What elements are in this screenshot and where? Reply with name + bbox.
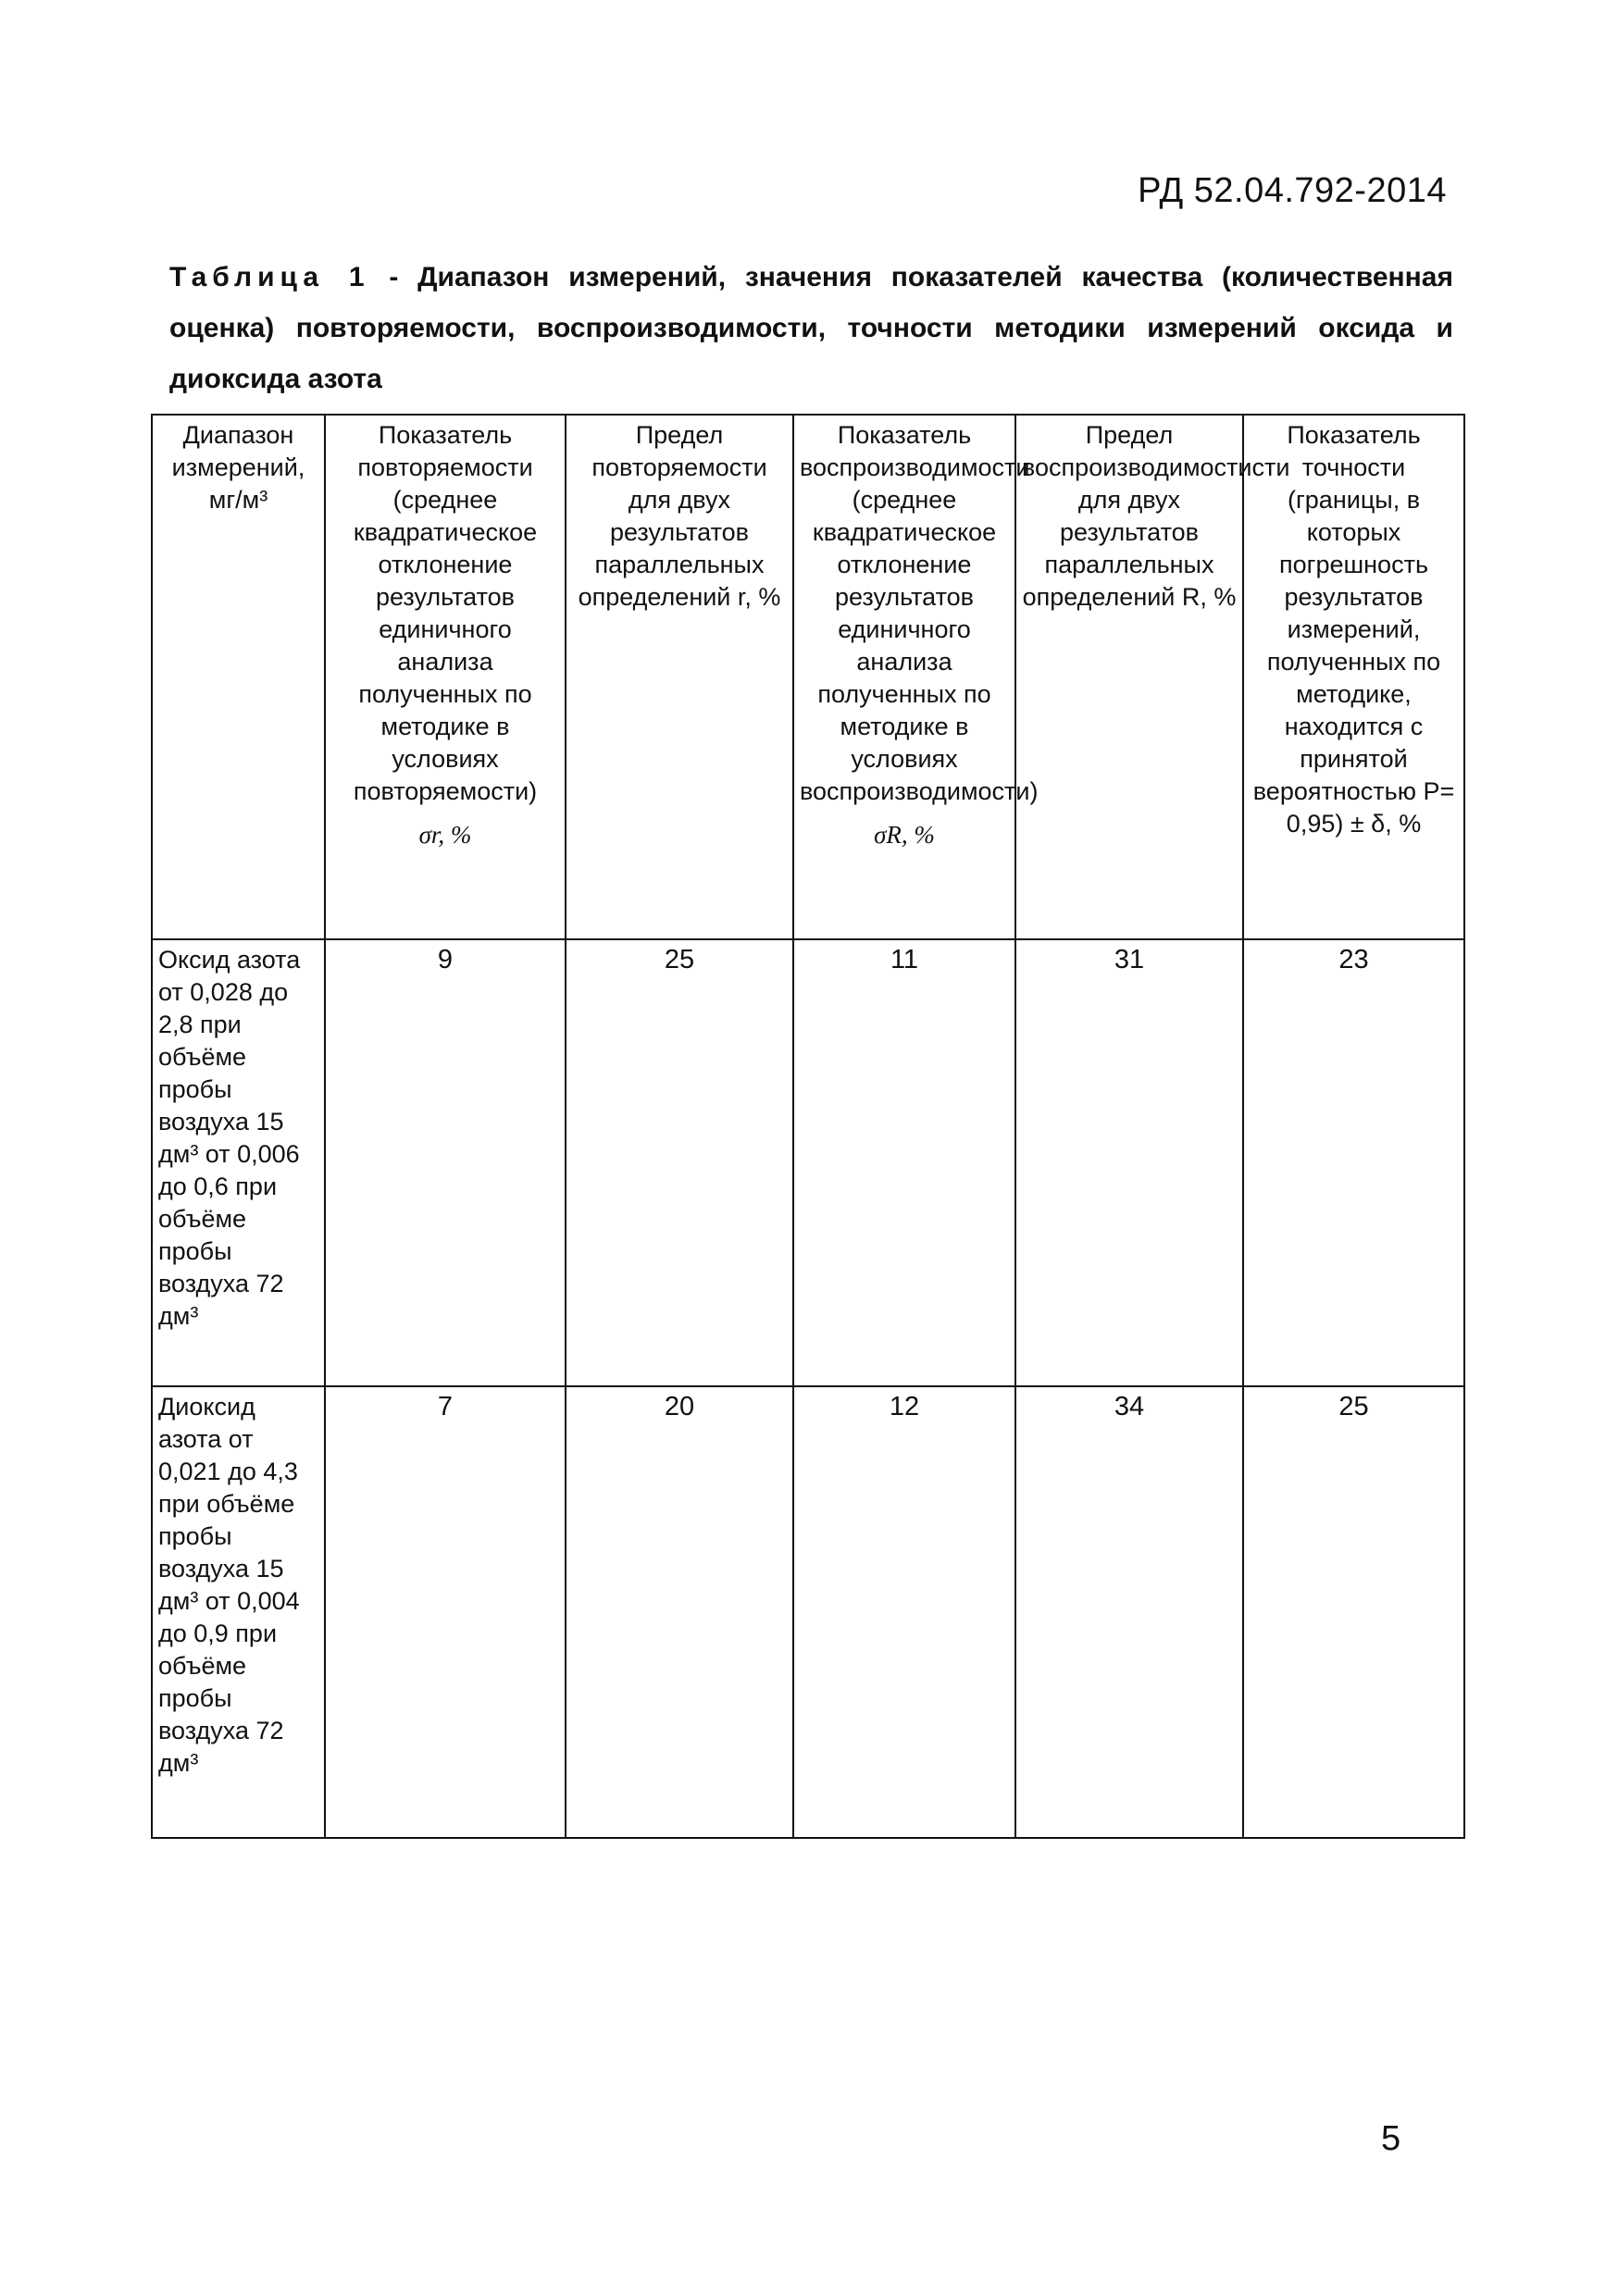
repeatability-limit-cell: 25: [566, 939, 793, 1386]
column-header-range: [152, 415, 325, 939]
page-number: 5: [1381, 2119, 1401, 2158]
column-header-reproducibility-sigma: [793, 415, 1039, 939]
column-header-repeatability-sigma: [325, 415, 566, 939]
column-header-symbol: σr, %: [418, 821, 472, 849]
table-row: [152, 939, 1464, 1386]
column-header-label: Предел повторяемости для двух результатов параллельных определений r, %: [578, 421, 781, 611]
quality-indicators-table: [151, 414, 1465, 1839]
column-header-repeatability-limit: [566, 415, 793, 939]
column-header-symbol: σR, %: [874, 821, 935, 849]
accuracy-cell: 23: [1243, 939, 1464, 1386]
reproducibility-limit-cell: 34: [1015, 1386, 1243, 1838]
column-header-reproducibility-limit: [1015, 415, 1290, 939]
repeatability-limit-cell: 20: [566, 1386, 793, 1838]
table-header-row: [152, 415, 1464, 939]
range-cell: Оксид азота от 0,028 до 2,8 при объёме пробы воздуха 15 дм³ от 0,006 до 0,6 при объёме пробы воздуха 72 дм³: [152, 939, 325, 1386]
document-code: РД 52.04.792-2014: [1138, 171, 1447, 210]
reproducibility-sigma-cell: 12: [793, 1386, 1015, 1838]
table-caption-text: - Диапазон измерений, значения показателей качества (количественная оценка) повторяемости, воспроизводимости, точности методики измерений оксида и диоксида азота: [169, 262, 1453, 394]
table-caption: [169, 252, 1453, 404]
repeatability-sigma-cell: 9: [325, 939, 566, 1386]
column-header-label: Диапазон измерений, мг/м³: [171, 421, 305, 514]
reproducibility-limit-cell: 31: [1015, 939, 1243, 1386]
column-header-label: Показатель повторяемости (среднее квадратическое отклонение результатов единичного анализа полученных по методике в условиях повторяемости): [353, 421, 538, 805]
column-header-accuracy: [1243, 415, 1464, 939]
column-header-label: Предел воспроизводимостисти для двух результатов параллельных определений R, %: [1022, 421, 1290, 611]
table-caption-label: Таблица 1: [169, 262, 370, 292]
accuracy-cell: 25: [1243, 1386, 1464, 1838]
table-row: [152, 1386, 1464, 1838]
repeatability-sigma-cell: 7: [325, 1386, 566, 1838]
column-header-label: Показатель точности (границы, в которых погрешность результатов измерений, полученных по методике, находится с принятой вероятностью P= 0,95) ± δ, %: [1252, 421, 1455, 838]
reproducibility-sigma-cell: 11: [793, 939, 1015, 1386]
range-cell: Диоксид азота от 0,021 до 4,3 при объёме пробы воздуха 15 дм³ от 0,004 до 0,9 при объёме пробы воздуха 72 дм³: [152, 1386, 325, 1838]
column-header-label: Показатель воспроизводимости (среднее квадратическое отклонение результатов единичного анализа полученных по методике в условиях воспроизводимости): [800, 421, 1039, 805]
